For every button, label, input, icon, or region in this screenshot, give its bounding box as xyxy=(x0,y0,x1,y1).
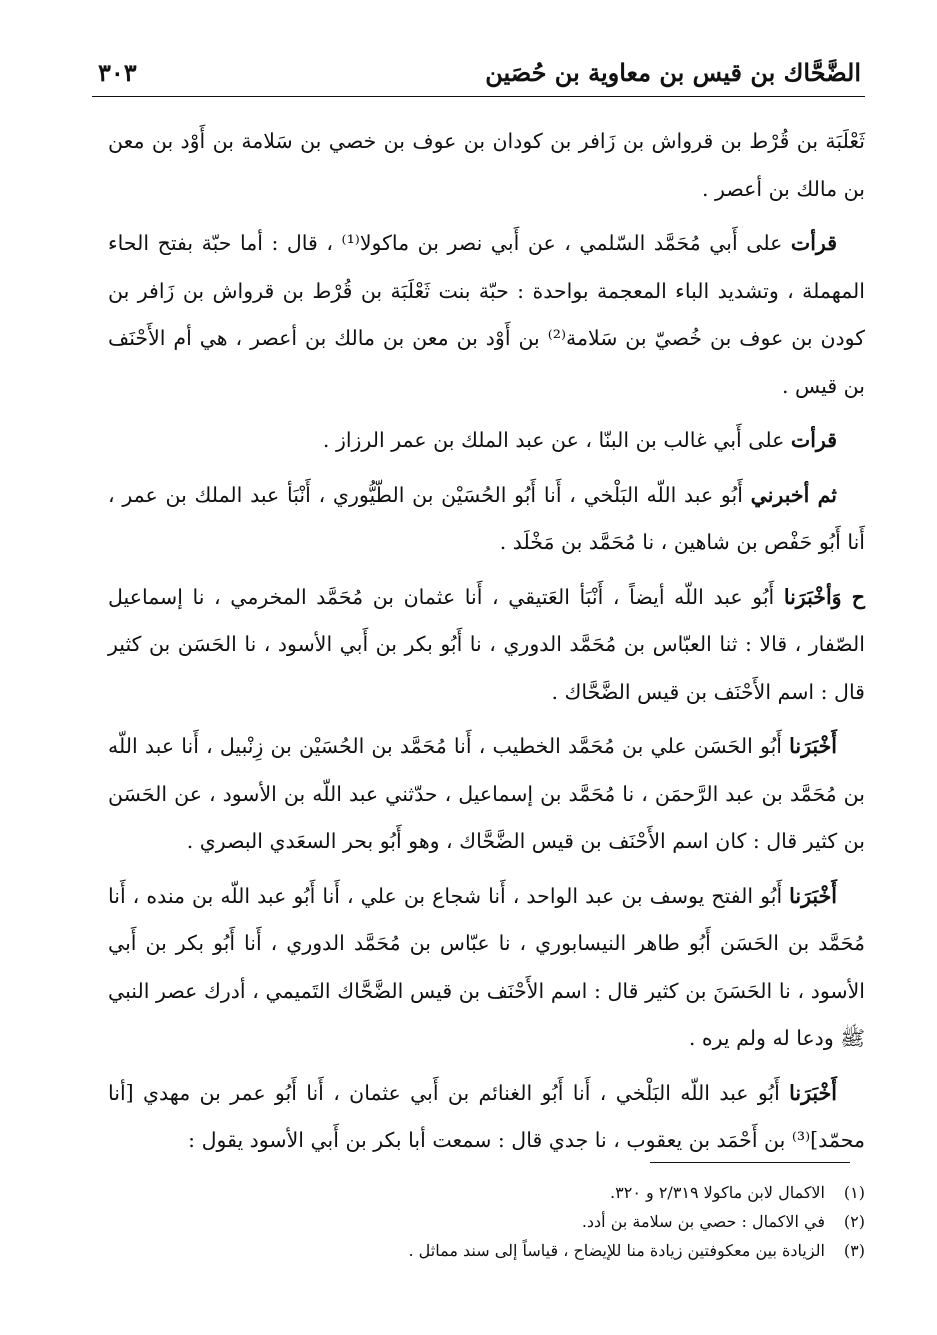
paragraph-text: أَبُو عبد اللّه البَلْخي ، أَنا أَبُو الغنائم بن أَبي عثمان ، أَنا أَبُو عمر بن مهدي [أنا محمّد]⁽³⁾ بن أَحْمَد بن يعقوب ، نا جدي قال : سمعت أبا بكر بن أَبي الأسود يقول : xyxy=(108,1080,865,1152)
footnote-number: (٣) xyxy=(843,1241,865,1260)
paragraph xyxy=(108,723,865,866)
paragraph-text: أَبُو عبد اللّه البَلْخي ، أَنا أَبُو الحُسَيْن بن الطّيُّوري ، أَنْبَأ عبد الملك بن عمر ، أَنا أَبُو حَفْص بن شاهين ، نا مُحَمَّد بن مَخْلَد . xyxy=(108,482,865,554)
footnote xyxy=(108,1207,865,1236)
footnote-text: في الاكمال : حصي بن سلامة بن أدد. xyxy=(581,1212,825,1231)
running-title: الضَّحَّاك بن قيس بن معاوية بن حُصَين xyxy=(485,58,861,87)
paragraph-lead: قرأت xyxy=(790,231,837,255)
footnote xyxy=(108,1178,865,1207)
paragraph-lead: قرأت xyxy=(790,428,837,452)
footnote-text: الزيادة بين معكوفتين زيادة منا للإيضاح ، قياساً إلى سند مماثل . xyxy=(408,1241,825,1260)
footnote-text: الاكمال لابن ماكولا ٢/٣١٩ و ٣٢٠. xyxy=(610,1183,825,1202)
page-header xyxy=(92,52,865,97)
paragraph-lead: أَخْبَرَنا xyxy=(789,1080,837,1105)
paragraph xyxy=(108,118,865,213)
paragraph-text: على أَبي مُحَمَّد السّلمي ، عن أَبي نصر بن ماكولا⁽¹⁾ ، قال : أما حبّة بفتح الحاء المهملة ، وتشديد الباء المعجمة بواحدة : حبّة بنت ثَعْلَبَة بن قُرْط بن قرواش بن زَافر بن كودن بن عوف بن خُصيّ بن سَلامة⁽²⁾ بن أَوْد بن معن بن مالك بن أعصر ، هي أم الأَحْنَف بن قيس . xyxy=(108,231,865,398)
paragraph-lead: أَخْبَرَنا xyxy=(789,883,837,908)
paragraph-lead: أَخْبَرَنا xyxy=(789,734,837,758)
paragraph xyxy=(108,220,865,410)
paragraph xyxy=(108,1070,865,1165)
footnote-separator xyxy=(650,1162,850,1163)
paragraph-text: على أَبي غالب بن البنّا ، عن عبد الملك بن عمر الرزاز . xyxy=(322,428,791,452)
main-text xyxy=(108,118,865,1172)
paragraph-text: أَبُو عبد اللّه أيضاً ، أَنْبَأ العَتيقي ، أَنا عثمان بن مُحَمَّد المخرمي ، نا إسماعيل الصّفار ، قالا : ثنا العبّاس بن مُحَمَّد الدوري ، نا أَبُو بكر بن أَبي الأسود ، نا الحَسَن بن كثير قال : اسم الأَحْنَف بن قيس الضَّحَّاك . xyxy=(108,584,865,704)
paragraph-text: ثَعْلَبَة بن قُرْط بن قرواش بن زَافر بن كودان بن عوف بن خصي بن سَلامة بن أَوْد بن معن بن مالك بن أعصر . xyxy=(108,129,865,201)
paragraph xyxy=(108,472,865,567)
footnote xyxy=(108,1236,865,1265)
paragraph-text: أَبُو الحَسَن علي بن مُحَمَّد الخطيب ، أَنا مُحَمَّد بن الحُسَيْن بن زِنْبيل ، أَنا عبد اللّه بن مُحَمَّد بن عبد الرَّحمَن ، نا مُحَمَّد بن إسماعيل ، حدّثني عبد اللّه بن الأسود ، عن الحَسَن بن كثير قال : كان اسم الأَحْنَف بن قيس الضَّحَّاك ، وهو أَبُو بحر السعَدي البصري . xyxy=(108,734,865,853)
paragraph-lead: ثم أخبرني xyxy=(750,482,837,507)
paragraph xyxy=(108,574,865,717)
paragraph xyxy=(108,417,865,465)
paragraph xyxy=(108,873,865,1063)
footnotes xyxy=(108,1178,865,1265)
page-number: ٣٠٣ xyxy=(98,58,137,87)
footnote-number: (٢) xyxy=(843,1212,865,1231)
paragraph-lead: ح وَأخْبَرَنا xyxy=(783,584,865,609)
footnote-number: (١) xyxy=(843,1183,865,1202)
paragraph-text: أَبُو الفتح يوسف بن عبد الواحد ، أَنا شجاع بن علي ، أَنا أَبُو عبد اللّه بن منده ، أَنا مُحَمَّد بن الحَسَن أَبُو طاهر النيسابوري ، نا عبّاس بن مُحَمَّد الدوري ، أَنا أَبُو بكر بن أَبي الأسود ، نا الحَسَنَ بن كثير قال : اسم الأَحْنَف بن قيس الضَّحَّاك التَميمي ، أدرك عصر النبي ﷺ ودعا له ولم يره . xyxy=(108,883,865,1050)
